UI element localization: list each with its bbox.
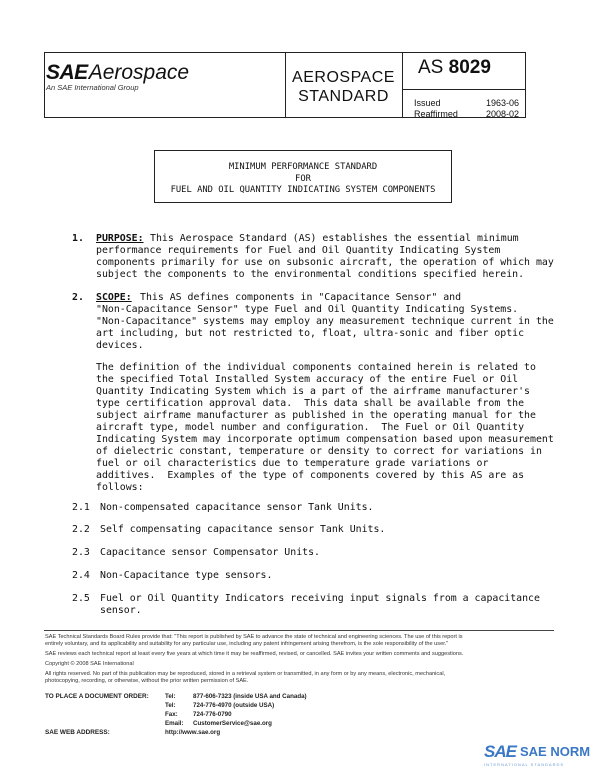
tel1-value: 877-606-7323 (inside USA and Canada) — [193, 693, 307, 700]
section-1-line: performance requirements for Fuel and Oil Quantity Indicating System — [96, 245, 501, 256]
reaffirmed-date: 2008-02 — [485, 109, 519, 119]
item-text-cont: sensor. — [100, 605, 142, 616]
doc-number-value: 8029 — [448, 57, 491, 78]
doc-prefix: AS — [418, 57, 444, 78]
section-2-heading: SCOPE: — [96, 292, 132, 303]
section-2-number: 2. — [72, 292, 84, 303]
watermark-sub: INTERNATIONAL STANDARDS — [484, 762, 565, 767]
para-line: the specified Total Installed System accuracy of the entire Fuel or Oil — [96, 374, 519, 385]
section-2-line: art including, but not restricted to, float, ultra-sonic and fiber optic — [96, 328, 525, 339]
issued-date: 1963-06 — [485, 98, 519, 108]
fax-label: Fax: — [165, 711, 178, 718]
item-text: Non-Capacitance type sensors. — [100, 570, 273, 581]
standard-type — [285, 68, 402, 106]
title-line2: FOR — [295, 173, 311, 184]
standard-line2: STANDARD — [298, 88, 389, 105]
logo-subtitle: An SAE International Group — [46, 83, 139, 92]
para-line: additives. Examples of the type of components covered by this AS are as — [96, 470, 525, 481]
footer-rule — [44, 630, 554, 631]
fax-value: 724-776-0790 — [193, 711, 232, 718]
issued-label: Issued — [414, 98, 441, 108]
doc-dates — [414, 98, 519, 120]
email-value[interactable]: CustomerService@sae.org — [193, 720, 272, 727]
title-line3: FUEL AND OIL QUANTITY INDICATING SYSTEM COMPONENTS — [170, 185, 436, 195]
item-text: Fuel or Oil Quantity Indicators receiving input signals from a capacitance — [100, 593, 540, 604]
footer-text: SAE Technical Standards Board Rules provide that: "This report is published by SAE to advance the state of technical and engineering sciences. The use of this report is — [45, 634, 463, 640]
para-line: follows: — [96, 482, 144, 493]
item-number: 2.4 — [72, 570, 90, 581]
email-label: Email: — [165, 720, 184, 727]
footer-text: SAE reviews each technical report at least every five years at which time it may be reaffirmed, revised, or cancelled. SAE invites your written comments and suggestions. — [45, 651, 464, 657]
para-line: The definition of the individual components contained herein is related to — [96, 362, 536, 373]
item-text: Non-compensated capacitance sensor Tank Units. — [100, 502, 374, 513]
item-number: 2.5 — [72, 593, 90, 604]
watermark-brand: SAE — [484, 742, 516, 761]
section-2-line: devices. — [96, 340, 144, 351]
section-1-line: components primarily for use on subsonic aircraft, the operation of which may — [96, 257, 554, 268]
sae-aerospace-logo — [46, 55, 246, 105]
standard-line1: AEROSPACE — [292, 69, 395, 86]
item-text: Capacitance sensor Compensator Units. — [100, 547, 320, 558]
footer-text: Copyright © 2008 SAE International — [45, 661, 134, 667]
tel1-label: Tel: — [165, 693, 176, 700]
logo-product: Aerospace — [88, 61, 190, 84]
sae-norm-watermark — [484, 742, 596, 772]
item-number: 2.2 — [72, 524, 90, 535]
item-number: 2.1 — [72, 502, 90, 513]
section-1-number: 1. — [72, 233, 84, 244]
para-line: aircraft type, model number and configuration. The Fuel or Oil Quantity — [96, 422, 525, 433]
footer-text: All rights reserved. No part of this publication may be reproduced, stored in a retrieval system or transmitted, in any form or by any means, electronic, mechanical, — [45, 671, 446, 677]
para-line: subject airframe manufacturer as published in the operating manual for the — [96, 410, 536, 421]
para-line: Indicating System may incorporate optimum compensation based upon measurement — [96, 434, 554, 445]
footer-text: photocopying, recording, or otherwise, without the prior written permission of SAE. — [45, 678, 249, 684]
web-label: SAE WEB ADDRESS: — [45, 729, 110, 736]
document-title — [154, 162, 452, 197]
tel2-value: 724-776-4970 (outside USA) — [193, 702, 275, 709]
footer-text: entirely voluntary, and its applicability and suitability for any particular use, including any patent infringement arising therefrom, is the sole responsibility of the user." — [45, 641, 449, 647]
section-2-line: "Non-Capacitance Sensor" type Fuel and Oil Quantity Indicating Systems. — [96, 304, 519, 315]
section-2-line: This AS defines components in "Capacitance Sensor" and — [140, 292, 462, 303]
web-link[interactable]: http://www.sae.org — [165, 729, 221, 736]
header — [0, 0, 600, 140]
para-line: Quantity Indicating System which is a part of the airframe manufacturer's — [96, 386, 531, 397]
section-1-heading: PURPOSE: — [96, 233, 144, 244]
tel2-label: Tel: — [165, 702, 176, 709]
para-line: type certification approval data. This data shall be available from the — [96, 398, 525, 409]
section-1-line: This Aerospace Standard (AS) establishes the essential minimum — [150, 233, 519, 244]
watermark-text: SAE NORM — [520, 744, 591, 759]
item-text: Self compensating capacitance sensor Tank Units. — [100, 524, 386, 535]
para-line: of dielectric constant, temperature or density to correct for variations in — [96, 446, 542, 457]
item-number: 2.3 — [72, 547, 90, 558]
doc-number — [418, 57, 491, 79]
order-label: TO PLACE A DOCUMENT ORDER: — [45, 693, 149, 700]
logo-brand: SAE — [46, 61, 88, 84]
section-2-line: "Non-Capacitance" systems may employ any measurement technique current in the — [96, 316, 554, 327]
title-line1: MINIMUM PERFORMANCE STANDARD — [228, 162, 378, 172]
section-1-line: subject the components to the environmental conditions specified herein. — [96, 269, 525, 280]
reaffirmed-label: Reaffirmed — [414, 109, 458, 119]
para-line: fuel or oil characteristics due to temperature grade variations or — [96, 458, 489, 469]
